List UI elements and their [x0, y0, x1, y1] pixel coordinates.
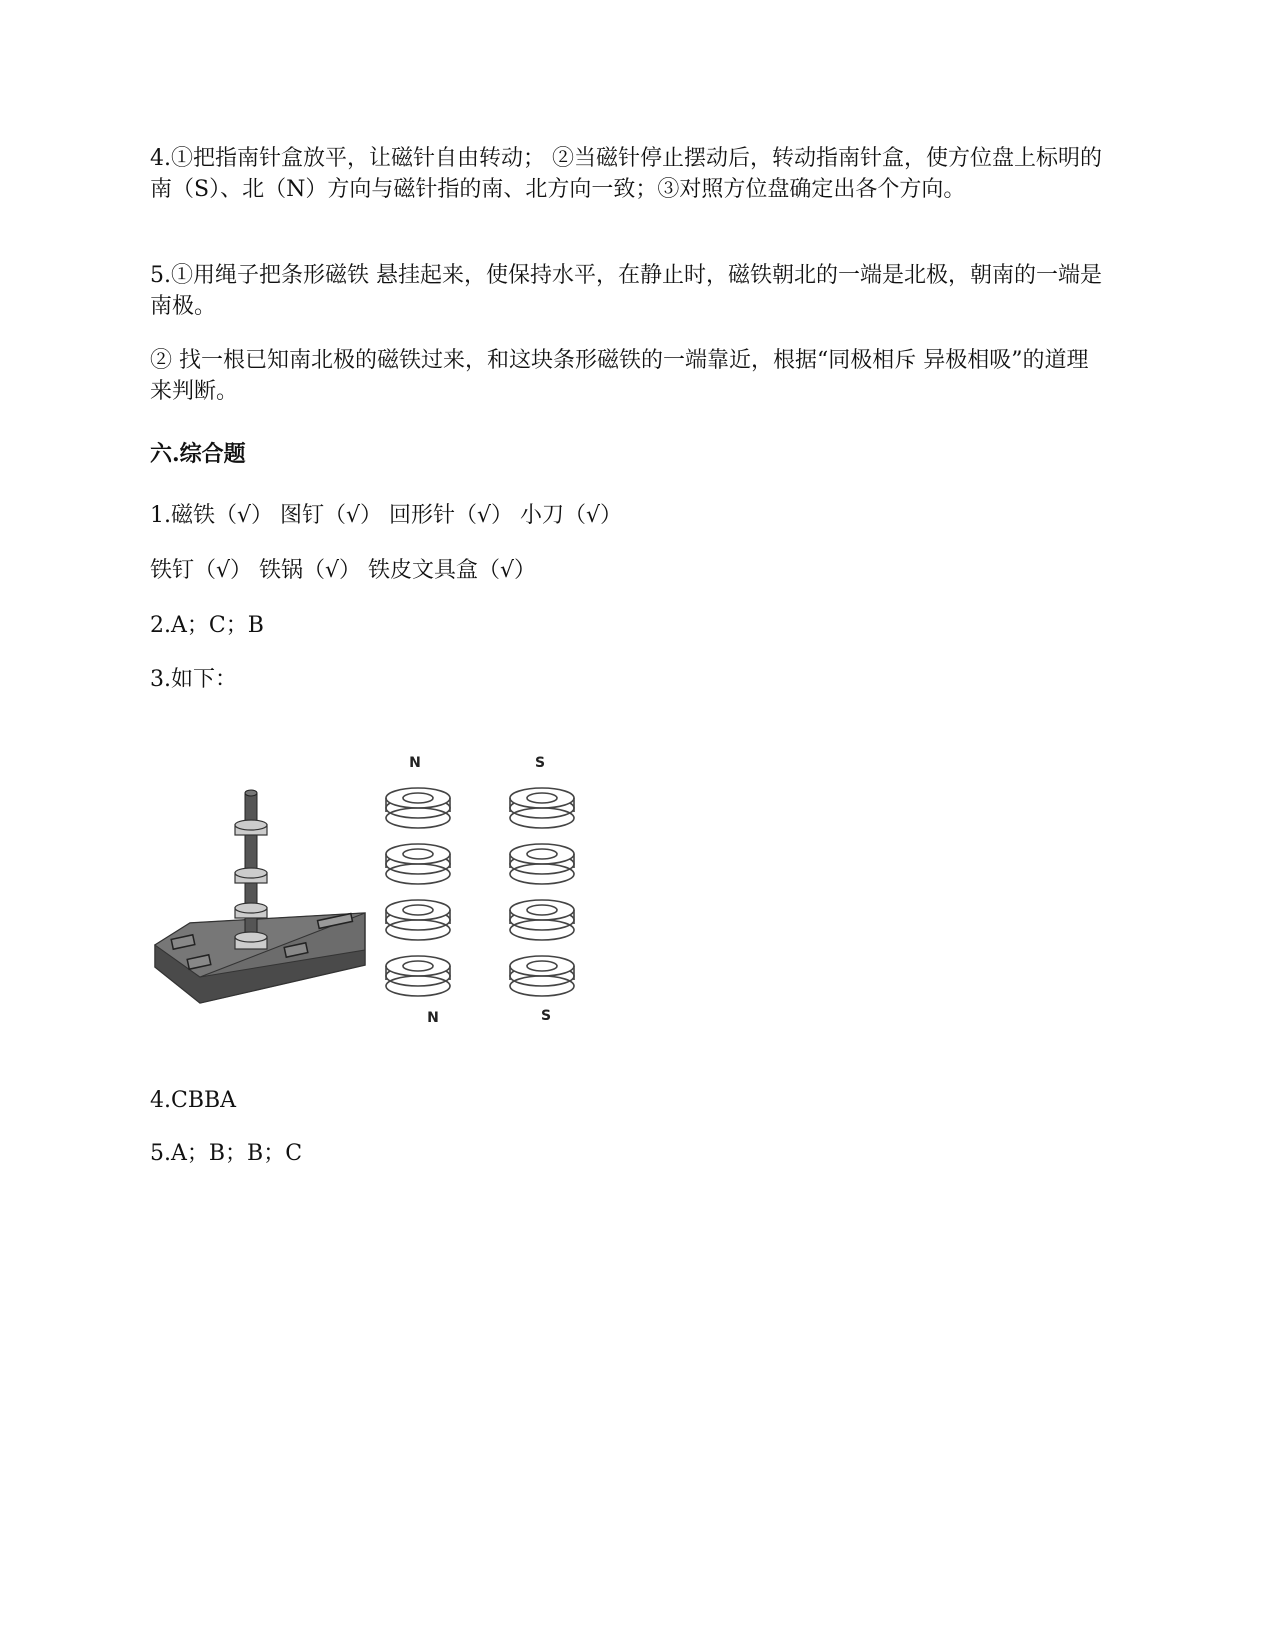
answer-5-part2-text: ② 找一根已知南北极的磁铁过来，和这块条形磁铁的一端靠近，根据“同极相斥 异极相吸”的道理来判断。	[150, 348, 1089, 404]
bottom-n-label: N	[427, 1010, 439, 1026]
bottom-s-label: S	[540, 1008, 552, 1024]
q4-answer: 4.CBBA	[150, 1088, 237, 1113]
magnet-ring-figure	[150, 745, 600, 1045]
q1-line2: 铁钉（√） 铁锅（√） 铁皮文具盒（√）	[150, 558, 537, 583]
top-n-label: N	[409, 755, 421, 771]
answer-4-text: 4.①把指南针盒放平，让磁针自由转动； ②当磁针停止摆动后，转动指南针盒，使方位盘上标明的南（S）、北（N）方向与磁针指的南、北方向一致；③对照方位盘确定出各个方向。	[150, 146, 1102, 202]
q5-answer: 5.A；B；B；C	[150, 1141, 303, 1166]
q1-line1: 1.磁铁（√） 图钉（√） 回形针（√） 小刀（√）	[150, 503, 623, 528]
top-s-label: S	[534, 755, 546, 771]
answer-5-part1-text: 5.①用绳子把条形磁铁 悬挂起来，使保持水平，在静止时，磁铁朝北的一端是北极，朝南的一端是南极。	[150, 263, 1102, 319]
q3-answer: 3.如下：	[150, 667, 237, 692]
n-ring-column	[386, 788, 450, 996]
section-title: 六.综合题	[150, 441, 246, 467]
s-ring-column	[510, 788, 574, 996]
q2-answer: 2.A；C；B	[150, 613, 264, 638]
